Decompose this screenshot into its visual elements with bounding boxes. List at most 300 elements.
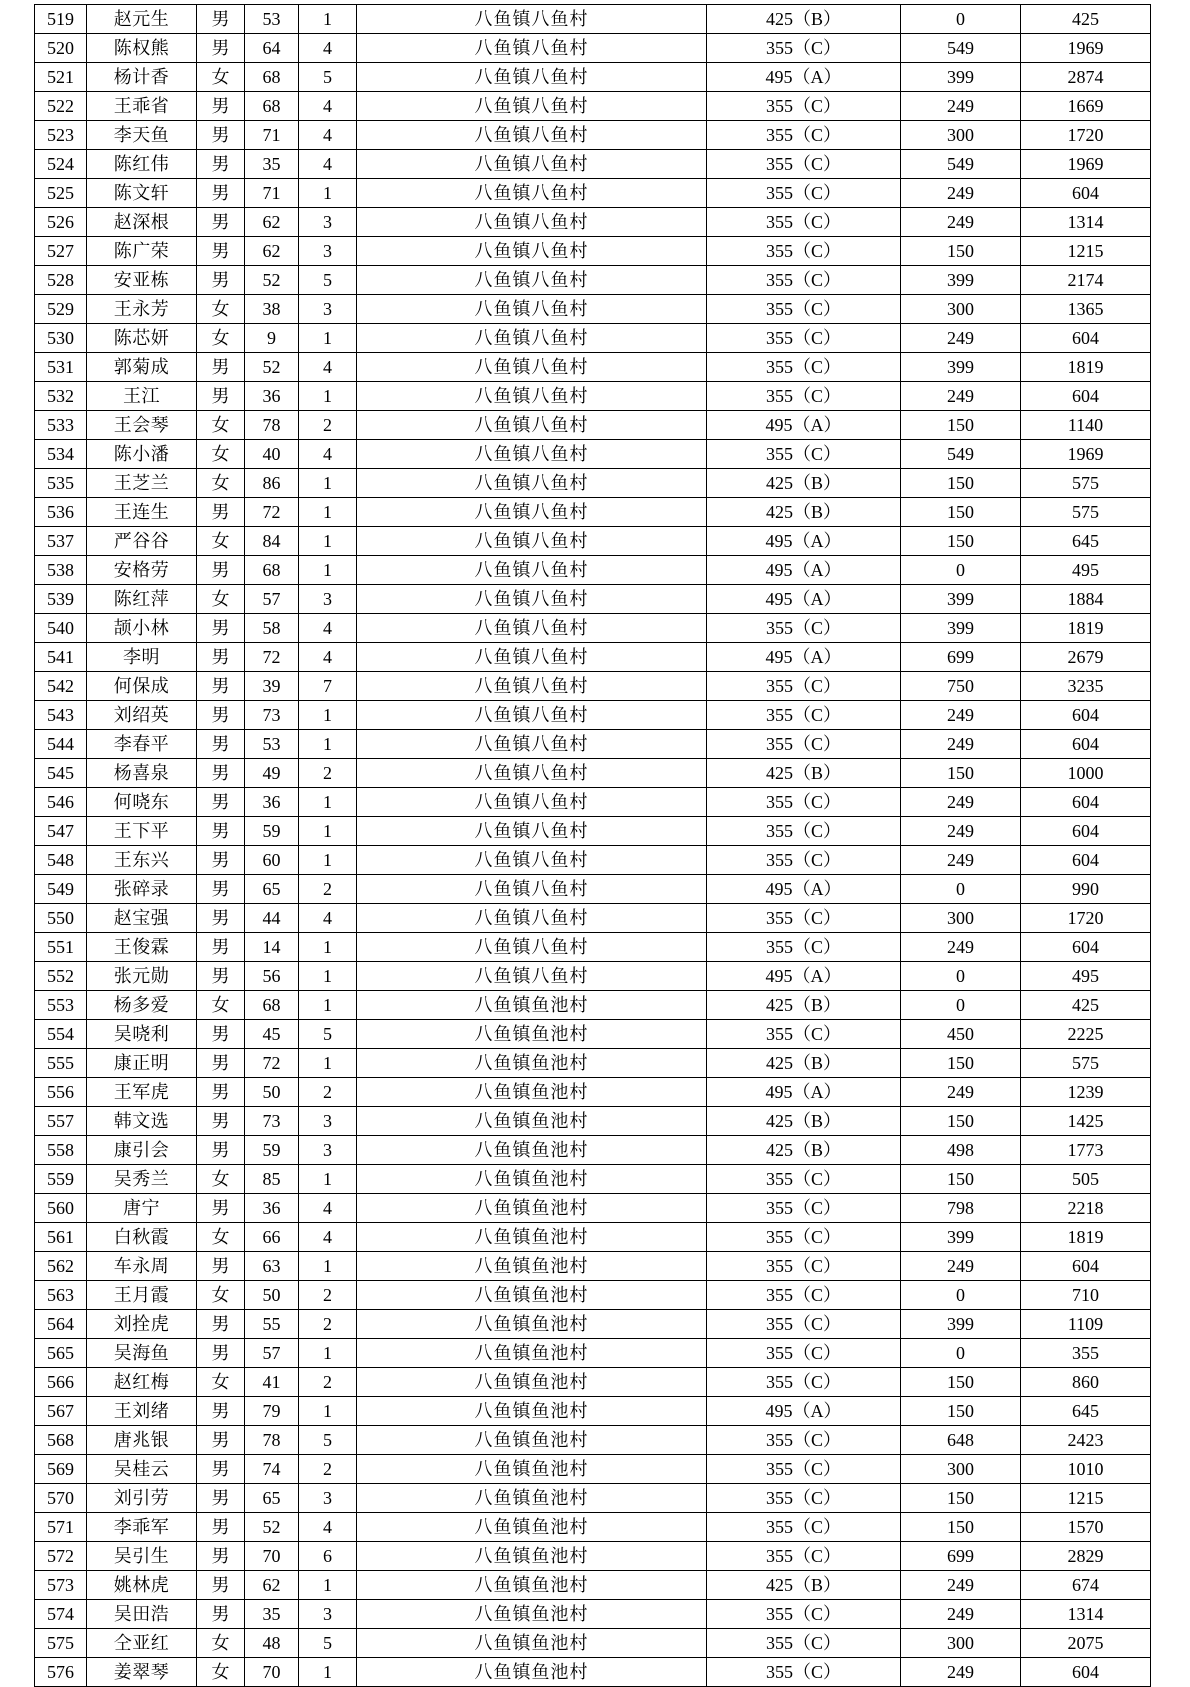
extra-amount: 150 — [901, 1107, 1021, 1136]
extra-amount: 249 — [901, 382, 1021, 411]
person-age: 55 — [245, 1310, 299, 1339]
household-size: 3 — [299, 295, 357, 324]
standard-amount: 355（C） — [707, 324, 901, 353]
standard-amount: 355（C） — [707, 1658, 901, 1687]
household-size: 1 — [299, 1252, 357, 1281]
standard-amount: 355（C） — [707, 353, 901, 382]
standard-amount: 355（C） — [707, 92, 901, 121]
row-index: 555 — [35, 1049, 87, 1078]
person-sex: 女 — [197, 324, 245, 353]
person-name: 王会琴 — [87, 411, 197, 440]
person-sex: 男 — [197, 1078, 245, 1107]
table-row — [35, 1455, 1151, 1484]
extra-amount: 150 — [901, 1165, 1021, 1194]
table-row — [35, 440, 1151, 469]
table-row — [35, 266, 1151, 295]
extra-amount: 150 — [901, 411, 1021, 440]
person-sex: 男 — [197, 92, 245, 121]
person-sex: 男 — [197, 933, 245, 962]
person-sex: 女 — [197, 440, 245, 469]
household-size: 1 — [299, 933, 357, 962]
person-age: 38 — [245, 295, 299, 324]
table-row — [35, 1658, 1151, 1687]
person-name: 陈广荣 — [87, 237, 197, 266]
row-index: 560 — [35, 1194, 87, 1223]
table-row — [35, 237, 1151, 266]
table-row — [35, 1397, 1151, 1426]
total-amount: 604 — [1021, 1658, 1151, 1687]
person-age: 35 — [245, 1600, 299, 1629]
person-name: 安格劳 — [87, 556, 197, 585]
household-size: 5 — [299, 1020, 357, 1049]
address: 八鱼镇鱼池村 — [357, 1484, 707, 1513]
person-age: 71 — [245, 179, 299, 208]
person-name: 杨多爱 — [87, 991, 197, 1020]
person-name: 吴田浩 — [87, 1600, 197, 1629]
person-sex: 女 — [197, 1368, 245, 1397]
person-name: 吴引生 — [87, 1542, 197, 1571]
row-index: 522 — [35, 92, 87, 121]
row-index: 556 — [35, 1078, 87, 1107]
table-row — [35, 1252, 1151, 1281]
person-name: 王俊霖 — [87, 933, 197, 962]
extra-amount: 399 — [901, 1223, 1021, 1252]
address: 八鱼镇八鱼村 — [357, 34, 707, 63]
address: 八鱼镇鱼池村 — [357, 1165, 707, 1194]
total-amount: 1819 — [1021, 1223, 1151, 1252]
standard-amount: 355（C） — [707, 1542, 901, 1571]
extra-amount: 498 — [901, 1136, 1021, 1165]
row-index: 557 — [35, 1107, 87, 1136]
standard-amount: 495（A） — [707, 556, 901, 585]
row-index: 561 — [35, 1223, 87, 1252]
address: 八鱼镇八鱼村 — [357, 933, 707, 962]
standard-amount: 495（A） — [707, 411, 901, 440]
extra-amount: 699 — [901, 1542, 1021, 1571]
person-name: 何保成 — [87, 672, 197, 701]
address: 八鱼镇八鱼村 — [357, 266, 707, 295]
extra-amount: 699 — [901, 643, 1021, 672]
row-index: 572 — [35, 1542, 87, 1571]
person-sex: 男 — [197, 1339, 245, 1368]
table-row — [35, 92, 1151, 121]
person-name: 车永周 — [87, 1252, 197, 1281]
standard-amount: 355（C） — [707, 701, 901, 730]
household-size: 7 — [299, 672, 357, 701]
household-size: 2 — [299, 1368, 357, 1397]
extra-amount: 150 — [901, 1397, 1021, 1426]
person-sex: 男 — [197, 121, 245, 150]
row-index: 531 — [35, 353, 87, 382]
household-size: 1 — [299, 701, 357, 730]
person-age: 44 — [245, 904, 299, 933]
row-index: 562 — [35, 1252, 87, 1281]
row-index: 542 — [35, 672, 87, 701]
total-amount: 1969 — [1021, 34, 1151, 63]
total-amount: 1969 — [1021, 150, 1151, 179]
row-index: 548 — [35, 846, 87, 875]
person-sex: 女 — [197, 991, 245, 1020]
standard-amount: 425（B） — [707, 991, 901, 1020]
person-age: 14 — [245, 933, 299, 962]
row-index: 554 — [35, 1020, 87, 1049]
extra-amount: 150 — [901, 498, 1021, 527]
standard-amount: 425（B） — [707, 469, 901, 498]
extra-amount: 249 — [901, 933, 1021, 962]
standard-amount: 355（C） — [707, 208, 901, 237]
address: 八鱼镇八鱼村 — [357, 643, 707, 672]
person-name: 刘绍英 — [87, 701, 197, 730]
household-size: 1 — [299, 730, 357, 759]
household-size: 3 — [299, 208, 357, 237]
person-name: 王芝兰 — [87, 469, 197, 498]
table-row — [35, 962, 1151, 991]
person-age: 36 — [245, 1194, 299, 1223]
total-amount: 645 — [1021, 1397, 1151, 1426]
person-name: 刘引劳 — [87, 1484, 197, 1513]
person-age: 68 — [245, 991, 299, 1020]
row-index: 547 — [35, 817, 87, 846]
person-name: 王下平 — [87, 817, 197, 846]
household-size: 1 — [299, 1339, 357, 1368]
table-row — [35, 1281, 1151, 1310]
person-name: 吴哓利 — [87, 1020, 197, 1049]
person-name: 王江 — [87, 382, 197, 411]
table-row — [35, 498, 1151, 527]
standard-amount: 355（C） — [707, 1339, 901, 1368]
person-age: 56 — [245, 962, 299, 991]
person-name: 李明 — [87, 643, 197, 672]
address: 八鱼镇鱼池村 — [357, 1658, 707, 1687]
household-size: 3 — [299, 1136, 357, 1165]
address: 八鱼镇八鱼村 — [357, 585, 707, 614]
address: 八鱼镇八鱼村 — [357, 411, 707, 440]
address: 八鱼镇八鱼村 — [357, 324, 707, 353]
person-name: 唐兆银 — [87, 1426, 197, 1455]
address: 八鱼镇鱼池村 — [357, 1397, 707, 1426]
person-sex: 男 — [197, 962, 245, 991]
total-amount: 1425 — [1021, 1107, 1151, 1136]
total-amount: 604 — [1021, 1252, 1151, 1281]
total-amount: 604 — [1021, 730, 1151, 759]
extra-amount: 249 — [901, 817, 1021, 846]
standard-amount: 495（A） — [707, 585, 901, 614]
extra-amount: 249 — [901, 1600, 1021, 1629]
person-sex: 男 — [197, 788, 245, 817]
household-size: 5 — [299, 266, 357, 295]
address: 八鱼镇八鱼村 — [357, 208, 707, 237]
person-age: 9 — [245, 324, 299, 353]
standard-amount: 355（C） — [707, 1194, 901, 1223]
person-sex: 男 — [197, 904, 245, 933]
standard-amount: 355（C） — [707, 1426, 901, 1455]
household-size: 4 — [299, 121, 357, 150]
person-sex: 女 — [197, 1223, 245, 1252]
extra-amount: 249 — [901, 1571, 1021, 1600]
total-amount: 2423 — [1021, 1426, 1151, 1455]
standard-amount: 425（B） — [707, 759, 901, 788]
standard-amount: 355（C） — [707, 150, 901, 179]
row-index: 551 — [35, 933, 87, 962]
person-age: 68 — [245, 556, 299, 585]
extra-amount: 249 — [901, 788, 1021, 817]
person-age: 50 — [245, 1281, 299, 1310]
address: 八鱼镇鱼池村 — [357, 1455, 707, 1484]
person-sex: 男 — [197, 1397, 245, 1426]
total-amount: 495 — [1021, 962, 1151, 991]
person-sex: 男 — [197, 846, 245, 875]
address: 八鱼镇八鱼村 — [357, 63, 707, 92]
household-size: 1 — [299, 1571, 357, 1600]
address: 八鱼镇八鱼村 — [357, 962, 707, 991]
household-size: 4 — [299, 1194, 357, 1223]
standard-amount: 355（C） — [707, 1281, 901, 1310]
extra-amount: 300 — [901, 295, 1021, 324]
person-name: 康引会 — [87, 1136, 197, 1165]
household-size: 4 — [299, 614, 357, 643]
row-index: 521 — [35, 63, 87, 92]
person-name: 赵深根 — [87, 208, 197, 237]
household-size: 2 — [299, 1310, 357, 1339]
standard-amount: 495（A） — [707, 1078, 901, 1107]
address: 八鱼镇八鱼村 — [357, 440, 707, 469]
standard-amount: 355（C） — [707, 1165, 901, 1194]
person-name: 李春平 — [87, 730, 197, 759]
person-sex: 男 — [197, 1542, 245, 1571]
extra-amount: 300 — [901, 904, 1021, 933]
person-sex: 女 — [197, 585, 245, 614]
household-size: 1 — [299, 179, 357, 208]
total-amount: 1720 — [1021, 904, 1151, 933]
person-age: 52 — [245, 1513, 299, 1542]
person-sex: 男 — [197, 1020, 245, 1049]
extra-amount: 300 — [901, 1629, 1021, 1658]
person-sex: 女 — [197, 63, 245, 92]
person-age: 59 — [245, 1136, 299, 1165]
address: 八鱼镇八鱼村 — [357, 730, 707, 759]
person-age: 41 — [245, 1368, 299, 1397]
person-name: 刘拴虎 — [87, 1310, 197, 1339]
person-age: 78 — [245, 1426, 299, 1455]
table-row — [35, 904, 1151, 933]
person-sex: 男 — [197, 730, 245, 759]
row-index: 539 — [35, 585, 87, 614]
address: 八鱼镇八鱼村 — [357, 614, 707, 643]
standard-amount: 355（C） — [707, 933, 901, 962]
person-sex: 男 — [197, 208, 245, 237]
address: 八鱼镇八鱼村 — [357, 237, 707, 266]
person-sex: 男 — [197, 179, 245, 208]
extra-amount: 549 — [901, 34, 1021, 63]
extra-amount: 300 — [901, 1455, 1021, 1484]
person-name: 白秋霞 — [87, 1223, 197, 1252]
person-age: 40 — [245, 440, 299, 469]
person-sex: 女 — [197, 1281, 245, 1310]
person-sex: 男 — [197, 1600, 245, 1629]
standard-amount: 355（C） — [707, 1223, 901, 1252]
person-name: 吴桂云 — [87, 1455, 197, 1484]
standard-amount: 355（C） — [707, 1252, 901, 1281]
address: 八鱼镇八鱼村 — [357, 556, 707, 585]
address: 八鱼镇鱼池村 — [357, 1368, 707, 1397]
total-amount: 645 — [1021, 527, 1151, 556]
person-age: 74 — [245, 1455, 299, 1484]
total-amount: 2829 — [1021, 1542, 1151, 1571]
extra-amount: 0 — [901, 991, 1021, 1020]
row-index: 568 — [35, 1426, 87, 1455]
row-index: 527 — [35, 237, 87, 266]
row-index: 533 — [35, 411, 87, 440]
person-age: 68 — [245, 92, 299, 121]
address: 八鱼镇鱼池村 — [357, 1194, 707, 1223]
row-index: 552 — [35, 962, 87, 991]
extra-amount: 150 — [901, 237, 1021, 266]
person-name: 王刘绪 — [87, 1397, 197, 1426]
standard-amount: 355（C） — [707, 179, 901, 208]
row-index: 567 — [35, 1397, 87, 1426]
total-amount: 1010 — [1021, 1455, 1151, 1484]
household-size: 1 — [299, 1658, 357, 1687]
person-sex: 男 — [197, 1136, 245, 1165]
person-sex: 男 — [197, 1049, 245, 1078]
address: 八鱼镇鱼池村 — [357, 1107, 707, 1136]
roster-table-body — [35, 5, 1151, 1687]
row-index: 571 — [35, 1513, 87, 1542]
standard-amount: 355（C） — [707, 1629, 901, 1658]
table-row — [35, 1426, 1151, 1455]
extra-amount: 249 — [901, 1078, 1021, 1107]
person-sex: 男 — [197, 5, 245, 34]
person-age: 72 — [245, 643, 299, 672]
table-row — [35, 1629, 1151, 1658]
household-size: 4 — [299, 1223, 357, 1252]
standard-amount: 355（C） — [707, 730, 901, 759]
address: 八鱼镇鱼池村 — [357, 1339, 707, 1368]
person-name: 陈小潘 — [87, 440, 197, 469]
standard-amount: 425（B） — [707, 1107, 901, 1136]
person-name: 赵宝强 — [87, 904, 197, 933]
household-size: 4 — [299, 643, 357, 672]
total-amount: 2874 — [1021, 63, 1151, 92]
person-sex: 男 — [197, 1426, 245, 1455]
extra-amount: 300 — [901, 121, 1021, 150]
person-age: 85 — [245, 1165, 299, 1194]
person-name: 何哓东 — [87, 788, 197, 817]
table-row — [35, 1484, 1151, 1513]
household-size: 1 — [299, 556, 357, 585]
person-name: 王军虎 — [87, 1078, 197, 1107]
address: 八鱼镇八鱼村 — [357, 846, 707, 875]
address: 八鱼镇八鱼村 — [357, 672, 707, 701]
table-row — [35, 63, 1151, 92]
household-size: 3 — [299, 1107, 357, 1136]
person-sex: 男 — [197, 1194, 245, 1223]
household-size: 1 — [299, 846, 357, 875]
person-name: 王东兴 — [87, 846, 197, 875]
person-name: 仝亚红 — [87, 1629, 197, 1658]
address: 八鱼镇八鱼村 — [357, 179, 707, 208]
extra-amount: 0 — [901, 556, 1021, 585]
person-age: 62 — [245, 208, 299, 237]
person-age: 66 — [245, 1223, 299, 1252]
person-sex: 女 — [197, 1165, 245, 1194]
household-size: 5 — [299, 1629, 357, 1658]
person-name: 陈红伟 — [87, 150, 197, 179]
table-row — [35, 382, 1151, 411]
extra-amount: 249 — [901, 846, 1021, 875]
household-size: 1 — [299, 5, 357, 34]
person-name: 李天鱼 — [87, 121, 197, 150]
address: 八鱼镇鱼池村 — [357, 1542, 707, 1571]
standard-amount: 355（C） — [707, 1455, 901, 1484]
household-size: 1 — [299, 382, 357, 411]
extra-amount: 249 — [901, 701, 1021, 730]
row-index: 545 — [35, 759, 87, 788]
household-size: 1 — [299, 324, 357, 353]
total-amount: 3235 — [1021, 672, 1151, 701]
person-age: 62 — [245, 1571, 299, 1600]
extra-amount: 150 — [901, 759, 1021, 788]
household-size: 5 — [299, 63, 357, 92]
total-amount: 1720 — [1021, 121, 1151, 150]
household-size: 1 — [299, 498, 357, 527]
person-sex: 女 — [197, 1658, 245, 1687]
total-amount: 2218 — [1021, 1194, 1151, 1223]
address: 八鱼镇八鱼村 — [357, 498, 707, 527]
household-size: 2 — [299, 1078, 357, 1107]
row-index: 558 — [35, 1136, 87, 1165]
table-row — [35, 933, 1151, 962]
total-amount: 990 — [1021, 875, 1151, 904]
household-size: 2 — [299, 1455, 357, 1484]
person-name: 康正明 — [87, 1049, 197, 1078]
table-row — [35, 759, 1151, 788]
extra-amount: 150 — [901, 1368, 1021, 1397]
person-sex: 男 — [197, 1310, 245, 1339]
person-sex: 男 — [197, 1484, 245, 1513]
standard-amount: 355（C） — [707, 1020, 901, 1049]
person-name: 张元勋 — [87, 962, 197, 991]
table-row — [35, 179, 1151, 208]
person-age: 52 — [245, 353, 299, 382]
row-index: 576 — [35, 1658, 87, 1687]
extra-amount: 399 — [901, 585, 1021, 614]
standard-amount: 355（C） — [707, 1484, 901, 1513]
row-index: 523 — [35, 121, 87, 150]
person-name: 王永芳 — [87, 295, 197, 324]
total-amount: 2174 — [1021, 266, 1151, 295]
household-size: 4 — [299, 150, 357, 179]
household-size: 1 — [299, 788, 357, 817]
total-amount: 1365 — [1021, 295, 1151, 324]
row-index: 529 — [35, 295, 87, 324]
row-index: 574 — [35, 1600, 87, 1629]
row-index: 528 — [35, 266, 87, 295]
person-age: 52 — [245, 266, 299, 295]
person-age: 68 — [245, 63, 299, 92]
person-name: 杨计香 — [87, 63, 197, 92]
standard-amount: 425（B） — [707, 498, 901, 527]
table-row — [35, 1513, 1151, 1542]
person-sex: 男 — [197, 266, 245, 295]
address: 八鱼镇八鱼村 — [357, 5, 707, 34]
row-index: 526 — [35, 208, 87, 237]
person-sex: 女 — [197, 295, 245, 324]
total-amount: 604 — [1021, 788, 1151, 817]
row-index: 538 — [35, 556, 87, 585]
person-age: 79 — [245, 1397, 299, 1426]
person-age: 53 — [245, 730, 299, 759]
